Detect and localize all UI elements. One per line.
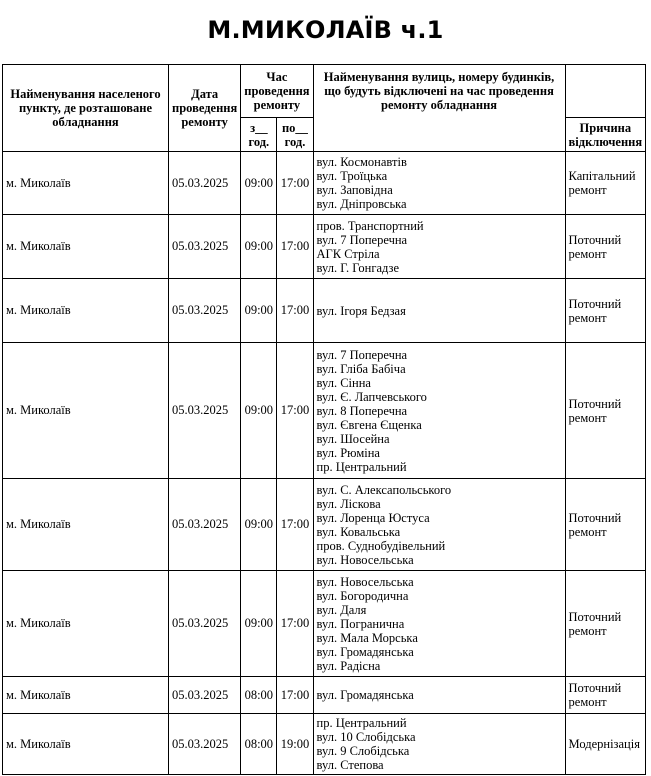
header-blank [565,65,646,118]
table-row [3,714,646,775]
page-title: М.МИКОЛАЇВ ч.1 [207,16,444,44]
location-cell: м. Миколаїв [3,152,169,215]
table-row [3,479,646,571]
streets-cell [313,343,565,479]
street-item: вул. Погранична [316,616,405,631]
time-to-cell: 17:00 [277,152,313,215]
street-item: вул. Рюміна [316,445,380,460]
header-streets: Найменування вулиць, номеру будинків, що будуть відключені на час проведення ремонту обладнання [313,65,565,118]
street-item: АГК Стріла [316,246,380,261]
time-from-cell: 08:00 [241,714,277,775]
time-from-cell: 09:00 [241,343,277,479]
street-item: вул. Радісна [316,658,381,673]
street-item: вул. 7 Поперечна [316,232,408,247]
street-item: пров. Суднобудівельний [316,538,446,553]
location-cell: м. Миколаїв [3,677,169,714]
date-cell: 05.03.2025 [169,215,241,279]
street-item: вул. Г. Гонгадзе [316,260,400,275]
street-item: вул. Громадянська [316,644,414,659]
street-item: вул. 10 Слобідська [316,730,416,744]
time-from-cell: 09:00 [241,571,277,677]
header-date: Дата проведення ремонту [169,65,241,152]
time-from-cell: 09:00 [241,279,277,343]
street-item: вул. Заповідна [316,183,393,197]
header-streets-cont [313,118,565,152]
street-item: вул. Ігоря Бедзая [316,303,406,318]
street-item: вул. Новосельська [316,574,414,589]
street-item: вул. Троїцька [316,169,388,183]
outage-schedule-table [2,64,646,775]
street-item: вул. Даля [316,602,367,617]
streets-cell [313,279,565,343]
location-cell: м. Миколаїв [3,215,169,279]
street-item: вул. Мала Морська [316,630,418,645]
street-item: вул. Лiскова [316,496,381,511]
street-item: пр. Центральний [316,716,407,730]
reason-cell: Поточний ремонт [565,479,646,571]
date-cell: 05.03.2025 [169,479,241,571]
street-item: вул. Лоренца Юстуса [316,510,430,525]
date-cell: 05.03.2025 [169,343,241,479]
date-cell: 05.03.2025 [169,279,241,343]
date-cell: 05.03.2025 [169,152,241,215]
date-cell: 05.03.2025 [169,714,241,775]
reason-cell: Поточний ремонт [565,279,646,343]
street-item: вул. Є. Лапчевського [316,389,427,404]
table-row [3,215,646,279]
time-to-cell: 17:00 [277,279,313,343]
reason-cell: Капітальний ремонт [565,152,646,215]
reason-cell: Поточний ремонт [565,677,646,714]
street-item: вул. С. Алексапольського [316,482,452,497]
street-item: вул. Космонавтів [316,155,407,169]
streets-cell [313,571,565,677]
table-row [3,279,646,343]
location-cell: м. Миколаїв [3,479,169,571]
table-row [3,677,646,714]
location-cell: м. Миколаїв [3,279,169,343]
streets-cell [313,677,565,714]
street-item: вул. 7 Поперечна [316,347,408,362]
header-time: Час проведення ремонту [241,65,313,118]
time-to-cell: 17:00 [277,571,313,677]
street-item: вул. Євгена Єщенка [316,417,422,432]
street-item: вул. Сінна [316,375,371,390]
street-item: вул. Ковальська [316,524,401,539]
street-item: вул. Громадянська [316,688,414,702]
reason-cell: Поточний ремонт [565,343,646,479]
header-time-to: по__ год. [277,118,313,152]
table-row [3,571,646,677]
header-location: Найменування населеного пункту, де розташоване обладнання [3,65,169,152]
location-cell: м. Миколаїв [3,714,169,775]
reason-cell: Модернізація [565,714,646,775]
reason-cell: Поточний ремонт [565,215,646,279]
street-item: вул. 8 Поперечна [316,403,408,418]
street-item: вул. Степова [316,758,384,772]
date-cell: 05.03.2025 [169,571,241,677]
header-time-from: з__ год. [241,118,277,152]
streets-cell [313,714,565,775]
header-reason: Причина відключення [565,118,646,152]
streets-cell [313,215,565,279]
streets-cell [313,479,565,571]
time-to-cell: 17:00 [277,479,313,571]
street-item: пров. Транспортний [316,218,424,233]
street-item: вул. 9 Слобідська [316,744,410,758]
street-item: вул. Шосейна [316,431,390,446]
reason-cell: Поточний ремонт [565,571,646,677]
table-row [3,343,646,479]
street-item: вул. Новосельська [316,552,414,567]
street-item: вул. Богородична [316,588,409,603]
time-to-cell: 19:00 [277,714,313,775]
time-from-cell: 09:00 [241,215,277,279]
time-to-cell: 17:00 [277,343,313,479]
table-row [3,152,646,215]
location-cell: м. Миколаїв [3,571,169,677]
street-item: пр. Центральний [316,459,407,474]
street-item: вул. Гліба Бабіча [316,361,406,376]
streets-cell [313,152,565,215]
date-cell: 05.03.2025 [169,677,241,714]
street-item: вул. Дніпровська [316,197,407,211]
time-to-cell: 17:00 [277,677,313,714]
time-from-cell: 08:00 [241,677,277,714]
time-to-cell: 17:00 [277,215,313,279]
time-from-cell: 09:00 [241,152,277,215]
time-from-cell: 09:00 [241,479,277,571]
location-cell: м. Миколаїв [3,343,169,479]
